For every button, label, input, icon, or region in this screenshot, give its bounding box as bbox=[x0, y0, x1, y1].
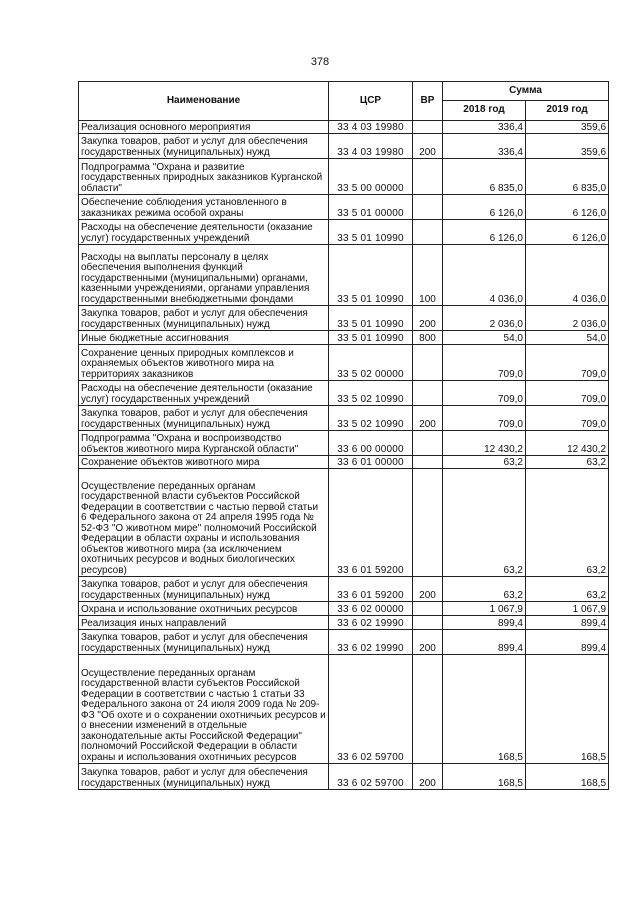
row-csr-code: 33 6 01 59200 bbox=[329, 469, 413, 577]
row-sum-2019: 12 430,2 bbox=[526, 431, 609, 456]
row-sum-2018: 709,0 bbox=[443, 406, 526, 431]
row-name: Расходы на обеспечение деятельности (оказание услуг) государственных учреждений bbox=[79, 381, 329, 406]
row-sum-2019: 63,2 bbox=[526, 577, 609, 602]
table-row bbox=[79, 406, 609, 431]
row-vr-code bbox=[413, 655, 443, 764]
row-name: Закупка товаров, работ и услуг для обеспечения государственных (муниципальных) нужд bbox=[79, 764, 329, 790]
row-sum-2019: 899,4 bbox=[526, 616, 609, 630]
table-row bbox=[79, 306, 609, 331]
row-name: Реализация основного мероприятия bbox=[79, 121, 329, 134]
row-sum-2018: 63,2 bbox=[443, 456, 526, 469]
row-csr-code: 33 6 00 00000 bbox=[329, 431, 413, 456]
row-sum-2019: 6 835,0 bbox=[526, 159, 609, 195]
table-row bbox=[79, 331, 609, 345]
table-row bbox=[79, 121, 609, 134]
table-row bbox=[79, 195, 609, 220]
row-sum-2019: 359,6 bbox=[526, 121, 609, 134]
row-name: Подпрограмма "Охрана и воспроизводство объектов животного мира Курганской области" bbox=[79, 431, 329, 456]
row-vr-code bbox=[413, 121, 443, 134]
table-row bbox=[79, 381, 609, 406]
row-sum-2018: 1 067,9 bbox=[443, 602, 526, 616]
table-row bbox=[79, 456, 609, 469]
row-name: Охрана и использование охотничьих ресурсов bbox=[79, 602, 329, 616]
table-row bbox=[79, 616, 609, 630]
row-name: Сохранение ценных природных комплексов и охраняемых объектов животного мира на территориях заказников bbox=[79, 345, 329, 381]
row-vr-code: 200 bbox=[413, 306, 443, 331]
row-sum-2018: 709,0 bbox=[443, 345, 526, 381]
row-name: Закупка товаров, работ и услуг для обеспечения государственных (муниципальных) нужд bbox=[79, 630, 329, 655]
header-vr: ВР bbox=[413, 82, 443, 121]
header-year-2018: 2018 год bbox=[443, 101, 526, 121]
row-sum-2019: 2 036,0 bbox=[526, 306, 609, 331]
row-csr-code: 33 5 01 10990 bbox=[329, 306, 413, 331]
row-csr-code: 33 5 02 10990 bbox=[329, 406, 413, 431]
row-csr-code: 33 5 01 10990 bbox=[329, 331, 413, 345]
row-vr-code bbox=[413, 345, 443, 381]
row-name: Закупка товаров, работ и услуг для обеспечения государственных (муниципальных) нужд bbox=[79, 134, 329, 159]
header-year-2019: 2019 год bbox=[526, 101, 609, 121]
row-sum-2018: 168,5 bbox=[443, 655, 526, 764]
row-vr-code bbox=[413, 602, 443, 616]
row-vr-code: 100 bbox=[413, 245, 443, 306]
row-sum-2018: 168,5 bbox=[443, 764, 526, 790]
table-row bbox=[79, 245, 609, 306]
row-vr-code: 200 bbox=[413, 134, 443, 159]
row-sum-2019: 63,2 bbox=[526, 469, 609, 577]
header-sum: Сумма bbox=[443, 82, 609, 101]
row-vr-code: 200 bbox=[413, 630, 443, 655]
row-csr-code: 33 5 01 10990 bbox=[329, 220, 413, 245]
table-row bbox=[79, 220, 609, 245]
table-row bbox=[79, 159, 609, 195]
row-sum-2018: 899,4 bbox=[443, 630, 526, 655]
header-csr: ЦСР bbox=[329, 82, 413, 121]
row-name: Закупка товаров, работ и услуг для обеспечения государственных (муниципальных) нужд bbox=[79, 406, 329, 431]
row-sum-2018: 63,2 bbox=[443, 469, 526, 577]
table-body bbox=[79, 121, 609, 790]
row-sum-2019: 359,6 bbox=[526, 134, 609, 159]
row-sum-2019: 709,0 bbox=[526, 345, 609, 381]
table-row bbox=[79, 345, 609, 381]
row-sum-2019: 899,4 bbox=[526, 630, 609, 655]
row-csr-code: 33 6 02 19990 bbox=[329, 630, 413, 655]
row-csr-code: 33 5 02 00000 bbox=[329, 345, 413, 381]
row-vr-code bbox=[413, 616, 443, 630]
row-name: Сохранение объектов животного мира bbox=[79, 456, 329, 469]
row-sum-2019: 54,0 bbox=[526, 331, 609, 345]
header-name: Наименование bbox=[79, 82, 329, 121]
row-vr-code: 200 bbox=[413, 406, 443, 431]
row-sum-2018: 12 430,2 bbox=[443, 431, 526, 456]
row-sum-2019: 6 126,0 bbox=[526, 195, 609, 220]
row-sum-2018: 4 036,0 bbox=[443, 245, 526, 306]
row-vr-code bbox=[413, 381, 443, 406]
row-sum-2018: 6 835,0 bbox=[443, 159, 526, 195]
row-vr-code: 200 bbox=[413, 577, 443, 602]
row-csr-code: 33 4 03 19980 bbox=[329, 121, 413, 134]
row-vr-code bbox=[413, 469, 443, 577]
row-sum-2019: 4 036,0 bbox=[526, 245, 609, 306]
row-name: Подпрограмма "Охрана и развитие государственных природных заказников Курганской области" bbox=[79, 159, 329, 195]
row-name: Расходы на выплаты персоналу в целях обеспечения выполнения функций государственными (муниципальными) органами, казенными учреждениями, органами управления государственными внебюджетными фондами bbox=[79, 245, 329, 306]
row-sum-2019: 6 126,0 bbox=[526, 220, 609, 245]
row-vr-code bbox=[413, 195, 443, 220]
page-number: 378 bbox=[310, 56, 330, 68]
row-vr-code: 200 bbox=[413, 764, 443, 790]
table-row bbox=[79, 630, 609, 655]
row-csr-code: 33 6 02 59700 bbox=[329, 655, 413, 764]
row-name: Осуществление переданных органам государственной власти субъектов Российской Федерации в соответствии с частью 1 статьи 33 Федерального закона от 24 июля 2009 года № 209-ФЗ "Об охоте и о сохранении охотничьих ресурсов и о внесении изменений в отдельные законодательные акты Российской Федерации" полномочий Российской Федерации в области охраны и использования охотничьих ресурсов bbox=[79, 655, 329, 764]
row-sum-2019: 1 067,9 bbox=[526, 602, 609, 616]
row-csr-code: 33 5 01 00000 bbox=[329, 195, 413, 220]
row-csr-code: 33 6 02 59700 bbox=[329, 764, 413, 790]
row-sum-2018: 63,2 bbox=[443, 577, 526, 602]
row-sum-2018: 54,0 bbox=[443, 331, 526, 345]
row-csr-code: 33 5 00 00000 bbox=[329, 159, 413, 195]
row-name: Закупка товаров, работ и услуг для обеспечения государственных (муниципальных) нужд bbox=[79, 577, 329, 602]
row-sum-2018: 6 126,0 bbox=[443, 195, 526, 220]
table-row bbox=[79, 764, 609, 790]
row-sum-2019: 709,0 bbox=[526, 381, 609, 406]
row-sum-2018: 336,4 bbox=[443, 134, 526, 159]
row-sum-2018: 899,4 bbox=[443, 616, 526, 630]
row-csr-code: 33 6 02 19990 bbox=[329, 616, 413, 630]
row-vr-code bbox=[413, 220, 443, 245]
row-sum-2018: 6 126,0 bbox=[443, 220, 526, 245]
row-name: Закупка товаров, работ и услуг для обеспечения государственных (муниципальных) нужд bbox=[79, 306, 329, 331]
row-csr-code: 33 5 02 10990 bbox=[329, 381, 413, 406]
row-csr-code: 33 6 02 00000 bbox=[329, 602, 413, 616]
table-row bbox=[79, 134, 609, 159]
row-vr-code: 800 bbox=[413, 331, 443, 345]
row-name: Реализация иных направлений bbox=[79, 616, 329, 630]
row-name: Осуществление переданных органам государственной власти субъектов Российской Федерации в соответствии с частью первой статьи 6 Федерального закона от 24 апреля 1995 года № 52-ФЗ "О животном мире" полномочий Российской Федерации в области охраны и использования объектов животного мира (за исключением охотничьих ресурсов и водных биологических ресурсов) bbox=[79, 469, 329, 577]
budget-table bbox=[78, 81, 609, 790]
row-sum-2018: 336,4 bbox=[443, 121, 526, 134]
row-sum-2019: 168,5 bbox=[526, 764, 609, 790]
row-csr-code: 33 6 01 00000 bbox=[329, 456, 413, 469]
table-row bbox=[79, 431, 609, 456]
row-name: Расходы на обеспечение деятельности (оказание услуг) государственных учреждений bbox=[79, 220, 329, 245]
row-vr-code bbox=[413, 431, 443, 456]
row-csr-code: 33 4 03 19980 bbox=[329, 134, 413, 159]
row-sum-2018: 2 036,0 bbox=[443, 306, 526, 331]
row-sum-2019: 168,5 bbox=[526, 655, 609, 764]
row-vr-code bbox=[413, 456, 443, 469]
row-csr-code: 33 6 01 59200 bbox=[329, 577, 413, 602]
row-vr-code bbox=[413, 159, 443, 195]
table-row bbox=[79, 577, 609, 602]
row-sum-2019: 63,2 bbox=[526, 456, 609, 469]
row-name: Обеспечение соблюдения установленного в заказниках режима особой охраны bbox=[79, 195, 329, 220]
table-row bbox=[79, 469, 609, 577]
row-name: Иные бюджетные ассигнования bbox=[79, 331, 329, 345]
row-csr-code: 33 5 01 10990 bbox=[329, 245, 413, 306]
row-sum-2019: 709,0 bbox=[526, 406, 609, 431]
table-row bbox=[79, 602, 609, 616]
row-sum-2018: 709,0 bbox=[443, 381, 526, 406]
table-row bbox=[79, 655, 609, 764]
